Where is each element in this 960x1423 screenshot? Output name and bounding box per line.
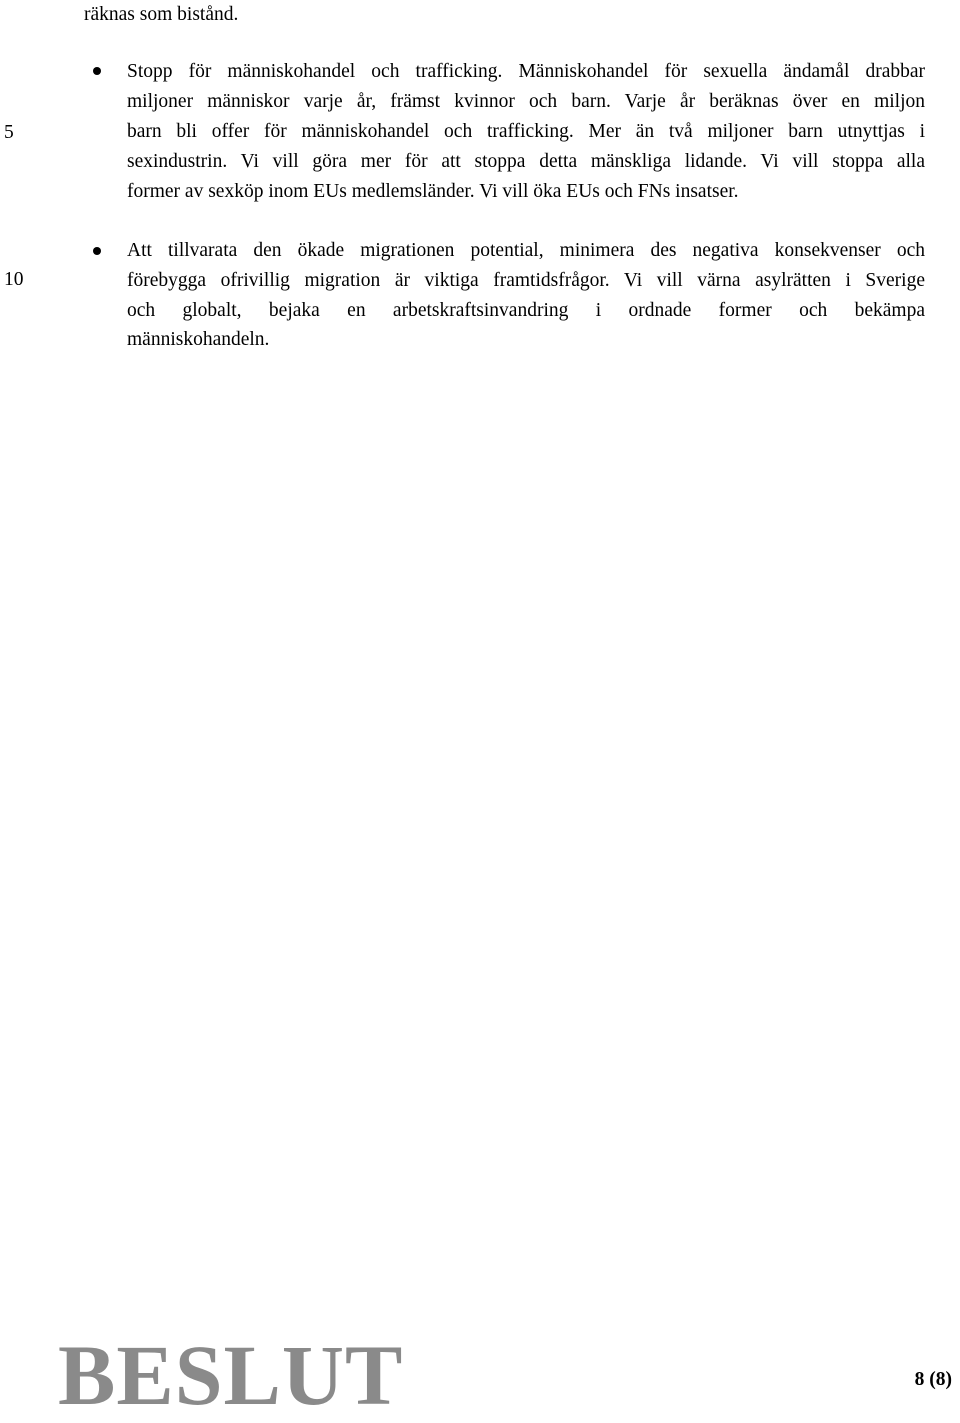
paragraph-line: och globalt, bejaka en arbetskraftsinvandring i ordnade former och bekämpa: [127, 300, 925, 321]
paragraph-line: förebygga ofrivillig migration är viktiga framtidsfrågor. Vi vill värna asylrätten i Sverige: [127, 270, 925, 291]
line-number-10: 10: [4, 269, 24, 290]
paragraph-line: människohandeln.: [127, 329, 270, 350]
paragraph-line: barn bli offer för människohandel och trafficking. Mer än två miljoner barn utnyttjas i: [127, 121, 925, 142]
paragraph-line: Att tillvarata den ökade migrationen potential, minimera des negativa konsekvenser och: [127, 240, 925, 261]
intro-tail-text: räknas som bistånd.: [84, 4, 239, 25]
paragraph-line: sexindustrin. Vi vill göra mer för att stoppa detta mänskliga lidande. Vi vill stoppa alla: [127, 151, 925, 172]
page-number: 8 (8): [914, 1369, 952, 1390]
line-number-5: 5: [4, 122, 14, 143]
paragraph-line: former av sexköp inom EUs medlemsländer. Vi vill öka EUs och FNs insatser.: [127, 181, 739, 202]
bullet-dot-icon: [93, 247, 101, 255]
paragraph-line: Stopp för människohandel och trafficking. Människohandel för sexuella ändamål drabbar: [127, 61, 925, 82]
bullet-dot-icon: [93, 67, 101, 75]
paragraph-line: miljoner människor varje år, främst kvinnor och barn. Varje år beräknas över en miljon: [127, 91, 925, 112]
footer-logo-beslut: BESLUT: [58, 1327, 404, 1423]
